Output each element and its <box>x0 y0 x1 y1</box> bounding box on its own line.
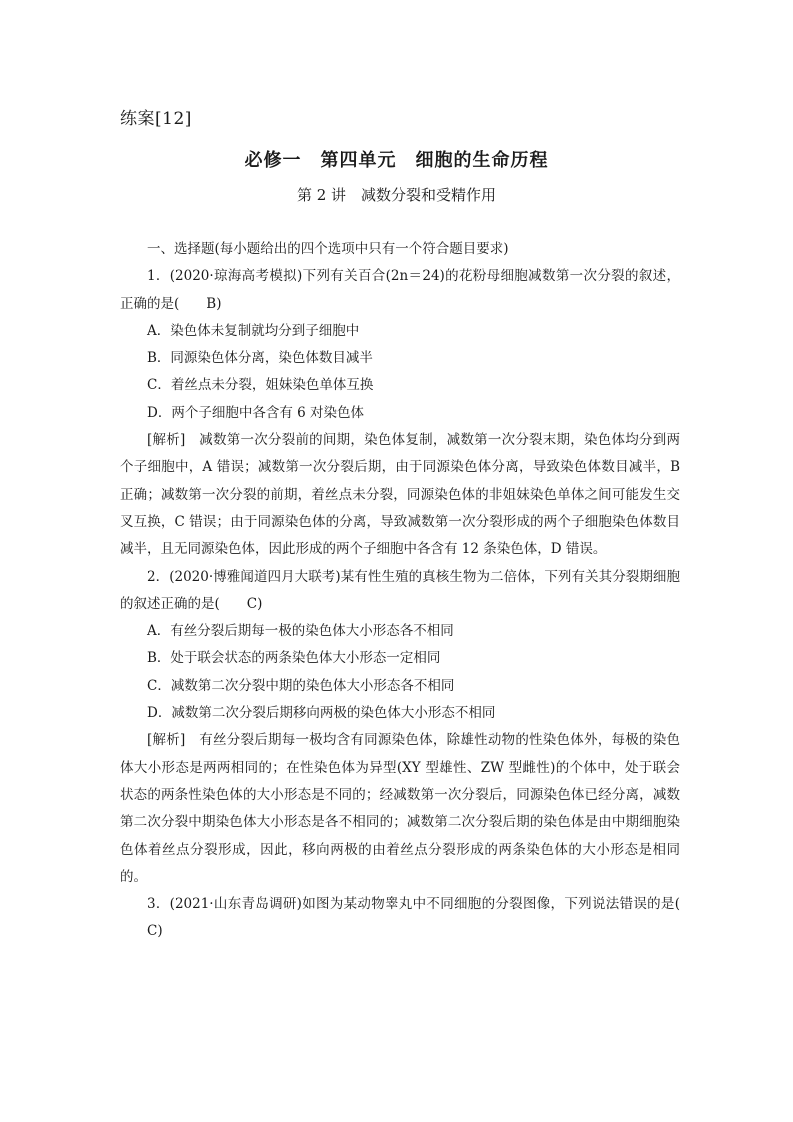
page-title: 必修一 第四单元 细胞的生命历程 <box>244 150 549 171</box>
option-c: C．着丝点未分裂，姐妹染色单体互换 <box>147 377 374 394</box>
answer-letter: C <box>246 595 258 612</box>
option-d: D．减数第二次分裂后期移向两极的染色体大小形态不相同 <box>147 705 496 722</box>
question-stem <box>120 564 680 619</box>
question-stem-end: ) <box>257 595 263 612</box>
exercise-tag: 练案[12] <box>120 109 192 129</box>
question-3 <box>120 891 680 946</box>
question-stem-text: 3．(2021·山东青岛调研)如图为某动物睾丸中不同细胞的分裂图像，下列说法错误的是( <box>147 896 680 913</box>
option-d: D．两个子细胞中各含有 6 对染色体 <box>147 404 364 421</box>
answer-letter: B <box>206 295 217 312</box>
question-stem-text: 2．(2020·博雅闻道四月大联考)某有性生殖的真核生物为二倍体，下列有关其分裂期细胞的叙述正确的是( <box>120 568 680 612</box>
section-heading: 一、选择题(每小题给出的四个选项中只有一个符合题目要求) <box>147 241 509 257</box>
question-stem <box>120 263 680 318</box>
option-b: B．处于联会状态的两条染色体大小形态一定相同 <box>147 650 441 667</box>
question-2 <box>120 564 680 892</box>
lesson-subtitle: 第 2 讲 减数分裂和受精作用 <box>296 186 497 204</box>
question-stem-text: 1．(2020·琼海高考模拟)下列有关百合(2n＝24)的花粉母细胞减数第一次分裂的叙述，正确的是( <box>120 268 680 312</box>
answer-letter: C <box>147 923 158 940</box>
option-c: C．减数第二次分裂中期的染色体大小形态各不相同 <box>147 677 455 694</box>
analysis-text: [解析] 减数第一次分裂前的间期，染色体复制，减数第一次分裂末期，染色体均分到两个子细胞中，A 错误；减数第一次分裂后期，由于同源染色体分离，导致染色体数目减半，B 正确；减数第一次分裂的前期，着丝点未分裂，同源染色体的非姐妹染色单体之间可能发生交叉互换，C 错误；由于同源染色体的分离，导致减数第一次分裂形成的两个子细胞染色体数目减半，且无同源染色体，因此形成的两个子细胞中各含有 12 条染色体，D 错误。 <box>120 432 680 558</box>
option-a: A．有丝分裂后期每一极的染色体大小形态各不相同 <box>147 623 454 640</box>
option-b: B．同源染色体分离，染色体数目减半 <box>147 350 373 367</box>
question-stem <box>120 891 680 946</box>
question-1 <box>120 263 680 563</box>
content-body <box>120 236 680 946</box>
question-stem-end: ) <box>216 295 222 312</box>
analysis-text: [解析] 有丝分裂后期每一极均含有同源染色体，除雄性动物的性染色体外，每极的染色体大小形态是两两相同的；在性染色体为异型(XY 型雄性、ZW 型雌性)的个体中，处于联会状态的两条性染色体的大小形态是不同的；经减数第一次分裂后，同源染色体已经分离，减数第二次分裂中期染色体大小形态是各不相同的；减数第二次分裂后期的染色体是由中期细胞染色体着丝点分裂形成，因此，移向两极的由着丝点分裂形成的两条染色体的大小形态是相同的。 <box>120 732 680 885</box>
question-stem-end: ) <box>157 923 163 940</box>
option-a: A．染色体未复制就均分到子细胞中 <box>147 322 360 339</box>
